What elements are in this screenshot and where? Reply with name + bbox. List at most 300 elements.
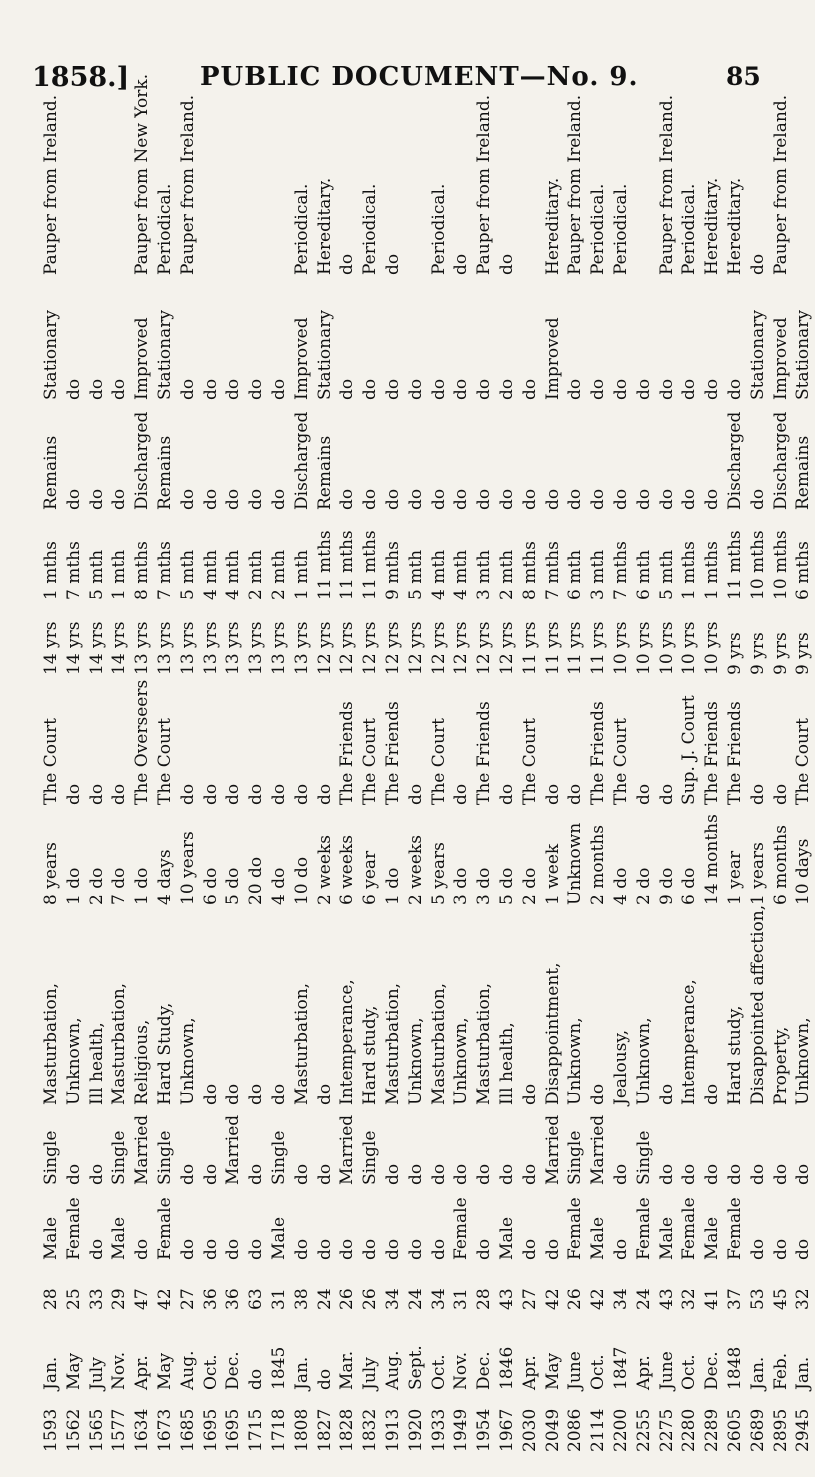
cell-cause: Masturbation, xyxy=(109,982,130,1105)
cell-cause: Masturbation, xyxy=(474,982,495,1105)
cell-by: The Friends xyxy=(474,701,495,805)
column-state xyxy=(40,295,814,400)
cell-civil: do xyxy=(747,1163,768,1185)
cell-res: do xyxy=(656,488,677,510)
cell-no: 2049 xyxy=(542,1408,563,1452)
cell-res: Discharged xyxy=(770,411,791,510)
cell-state: do xyxy=(200,378,221,400)
cell-sex: Male xyxy=(268,1216,289,1260)
cell-cause: do xyxy=(268,1083,289,1105)
cell-civil: do xyxy=(519,1163,540,1185)
cell-res: Remains xyxy=(41,435,61,510)
cell-time: 9 mths xyxy=(382,541,403,600)
cell-res: do xyxy=(747,488,768,510)
cell-date: June xyxy=(656,1351,677,1390)
cell-civil: Single xyxy=(109,1130,130,1185)
cell-time: 6 mth xyxy=(565,549,586,600)
cell-time: 11 mths xyxy=(337,530,358,600)
cell-state: do xyxy=(405,378,426,400)
cell-civil: do xyxy=(724,1163,745,1185)
cell-n: 28 xyxy=(474,1288,495,1310)
cell-cause: Religious, xyxy=(132,1019,153,1105)
cell-date: 1845 xyxy=(268,1346,289,1390)
cell-age: 10 yrs xyxy=(702,621,723,675)
cell-by: do xyxy=(451,783,472,805)
cell-by: do xyxy=(747,783,768,805)
cell-date: Apr. xyxy=(633,1355,654,1390)
cell-n: 33 xyxy=(86,1288,107,1310)
cell-res: do xyxy=(428,488,449,510)
cell-date: Jan. xyxy=(291,1356,312,1390)
cell-n: 26 xyxy=(337,1288,358,1310)
column-sex xyxy=(40,1190,814,1260)
cell-sex: Female xyxy=(633,1197,654,1260)
cell-sex: do xyxy=(314,1238,335,1260)
cell-civil: do xyxy=(656,1163,677,1185)
cell-civil: do xyxy=(474,1163,495,1185)
cell-res: do xyxy=(542,488,563,510)
cell-age: 11 yrs xyxy=(588,621,609,675)
cell-date: 1848 xyxy=(724,1346,745,1390)
cell-sex: do xyxy=(793,1238,814,1260)
cell-rem: Pauper from Ireland. xyxy=(177,94,198,275)
column-cause xyxy=(40,904,814,1105)
cell-time: 3 mth xyxy=(588,549,609,600)
cell-time: 1 mths xyxy=(702,541,723,600)
cell-dur: 5 years xyxy=(428,842,449,905)
cell-dur: 2 do xyxy=(86,867,107,905)
cell-no: 2275 xyxy=(656,1408,677,1452)
cell-rem: Periodical. xyxy=(588,183,609,275)
cell-no: 1673 xyxy=(154,1408,175,1452)
cell-dur: 4 do xyxy=(610,867,631,905)
cell-state: do xyxy=(474,378,495,400)
cell-age: 10 yrs xyxy=(633,621,654,675)
cell-rem: Hereditary. xyxy=(314,177,335,275)
cell-time: 6 mths xyxy=(793,541,814,600)
cell-time: 5 mth xyxy=(656,549,677,600)
cell-time: 1 mths xyxy=(679,541,700,600)
cell-time: 5 mth xyxy=(405,549,426,600)
cell-rem: Pauper from Ireland. xyxy=(474,94,495,275)
cell-civil: do xyxy=(679,1163,700,1185)
cell-civil: do xyxy=(405,1163,426,1185)
cell-rem xyxy=(268,115,291,275)
column-time-in-hospital-months xyxy=(40,515,814,600)
cell-cause: Jealousy, xyxy=(610,1029,631,1105)
cell-age: 11 yrs xyxy=(519,621,540,675)
cell-age: 13 yrs xyxy=(223,621,244,675)
cell-date: Nov. xyxy=(451,1351,472,1390)
cell-res: do xyxy=(588,488,609,510)
cell-cause: Unknown, xyxy=(565,1017,586,1105)
cell-no: 1685 xyxy=(177,1408,198,1452)
cell-rem: Pauper from Ireland. xyxy=(770,94,791,275)
cell-date: Oct. xyxy=(428,1354,449,1390)
cell-time: 5 mth xyxy=(86,549,107,600)
cell-rem xyxy=(86,115,109,275)
cell-res: do xyxy=(633,488,654,510)
cell-no: 2689 xyxy=(747,1408,768,1452)
cell-age: 14 yrs xyxy=(41,621,61,675)
cell-civil: do xyxy=(291,1163,312,1185)
cell-n: 34 xyxy=(428,1288,449,1310)
cell-sex: do xyxy=(337,1238,358,1260)
cell-no: 1949 xyxy=(451,1408,472,1452)
cell-cause: Ill health, xyxy=(86,1022,107,1105)
cell-date: Mar. xyxy=(337,1350,358,1390)
cell-civil: Married xyxy=(542,1114,563,1185)
cell-no: 1593 xyxy=(41,1408,61,1452)
cell-n: 36 xyxy=(223,1288,244,1310)
cell-rem xyxy=(519,115,542,275)
cell-sex: do xyxy=(405,1238,426,1260)
cell-rem: do xyxy=(382,253,403,275)
cell-state: do xyxy=(337,378,358,400)
column-result xyxy=(40,405,814,510)
cell-rem: Periodical. xyxy=(360,183,381,275)
cell-no: 1967 xyxy=(496,1408,517,1452)
cell-cause: do xyxy=(588,1083,609,1105)
cell-sex: Female xyxy=(565,1197,586,1260)
header-page-number: 85 xyxy=(726,62,761,91)
cell-res: Discharged xyxy=(132,411,153,510)
cell-time: 1 mths xyxy=(41,541,61,600)
cell-by: The Overseers xyxy=(132,679,153,805)
cell-date: Aug. xyxy=(177,1350,198,1390)
cell-date: Oct. xyxy=(588,1354,609,1390)
header-title: PUBLIC DOCUMENT—No. 9. xyxy=(200,62,639,92)
cell-cause: Masturbation, xyxy=(428,982,449,1105)
cell-n: 36 xyxy=(200,1288,221,1310)
cell-civil: do xyxy=(702,1163,723,1185)
cell-by: do xyxy=(542,783,563,805)
cell-res: do xyxy=(63,488,84,510)
cell-n: 32 xyxy=(793,1288,814,1310)
cell-state: Improved xyxy=(542,317,563,400)
cell-by: do xyxy=(633,783,654,805)
cell-time: 1 mth xyxy=(291,549,312,600)
cell-rem: do xyxy=(496,253,517,275)
cell-n: 26 xyxy=(565,1288,586,1310)
cell-cause: Unknown, xyxy=(633,1017,654,1105)
cell-by: do xyxy=(223,783,244,805)
cell-date: July xyxy=(86,1357,107,1390)
cell-no: 1695 xyxy=(223,1408,244,1452)
cell-res: do xyxy=(382,488,403,510)
cell-civil: do xyxy=(86,1163,107,1185)
cell-res: Remains xyxy=(314,435,335,510)
cell-age: 13 yrs xyxy=(268,621,289,675)
cell-n: 42 xyxy=(542,1288,563,1310)
cell-no: 2289 xyxy=(702,1408,723,1452)
cell-time: 11 mths xyxy=(314,530,335,600)
cell-n: 43 xyxy=(496,1288,517,1310)
cell-cause: Unknown, xyxy=(177,1017,198,1105)
cell-time: 4 mth xyxy=(223,549,244,600)
cell-state: do xyxy=(268,378,289,400)
cell-by: The Court xyxy=(428,718,449,805)
cell-sex: Female xyxy=(451,1197,472,1260)
cell-no: 1718 xyxy=(268,1408,289,1452)
cell-res: do xyxy=(337,488,358,510)
cell-civil: Single xyxy=(154,1130,175,1185)
cell-age: 13 yrs xyxy=(246,621,267,675)
cell-rem xyxy=(633,115,656,275)
cell-age: 12 yrs xyxy=(360,621,381,675)
cell-civil: do xyxy=(428,1163,449,1185)
cell-sex: Female xyxy=(724,1197,745,1260)
cell-sex: do xyxy=(200,1238,221,1260)
cell-state: do xyxy=(679,378,700,400)
cell-state: do xyxy=(63,378,84,400)
cell-sex: do xyxy=(519,1238,540,1260)
cell-res: do xyxy=(702,488,723,510)
cell-date: Dec. xyxy=(223,1351,244,1390)
cell-by: do xyxy=(63,783,84,805)
cell-cause: Masturbation, xyxy=(291,982,312,1105)
cell-state: Improved xyxy=(291,317,312,400)
cell-no: 1634 xyxy=(132,1408,153,1452)
cell-no: 2280 xyxy=(679,1408,700,1452)
cell-dur: 9 do xyxy=(656,867,677,905)
cell-civil: Married xyxy=(223,1114,244,1185)
cell-date: Jan. xyxy=(747,1356,768,1390)
cell-civil: Single xyxy=(41,1130,61,1185)
cell-no: 1562 xyxy=(63,1408,84,1452)
cell-sex: Male xyxy=(656,1216,677,1260)
cell-cause: Masturbation, xyxy=(41,982,61,1105)
cell-state: Stationary xyxy=(747,310,768,400)
cell-n: 34 xyxy=(382,1288,403,1310)
cell-n: 26 xyxy=(360,1288,381,1310)
cell-no: 1920 xyxy=(405,1408,426,1452)
column-committed-by xyxy=(40,679,814,805)
cell-date: Sept. xyxy=(405,1345,426,1390)
cell-res: do xyxy=(565,488,586,510)
cell-rem xyxy=(792,115,815,275)
cell-rem xyxy=(245,115,268,275)
cell-dur: 4 days xyxy=(154,849,175,905)
cell-rem: Periodical. xyxy=(679,183,700,275)
cell-time: 5 mth xyxy=(177,549,198,600)
cell-sex: Male xyxy=(496,1216,517,1260)
cell-n: 27 xyxy=(519,1288,540,1310)
cell-by: The Friends xyxy=(337,701,358,805)
cell-dur: 1 years xyxy=(747,842,768,905)
cell-state: do xyxy=(246,378,267,400)
cell-cause: Hard study, xyxy=(724,1005,745,1105)
cell-age: 12 yrs xyxy=(474,621,495,675)
cell-dur: 20 do xyxy=(246,856,267,905)
cell-rem xyxy=(108,115,131,275)
cell-date: Dec. xyxy=(474,1351,495,1390)
cell-date: 1846 xyxy=(496,1346,517,1390)
cell-no: 2945 xyxy=(793,1408,814,1452)
cell-no: 1715 xyxy=(246,1408,267,1452)
cell-n: 27 xyxy=(177,1288,198,1310)
cell-age: 13 yrs xyxy=(291,621,312,675)
cell-date: do xyxy=(246,1368,267,1390)
cell-civil: do xyxy=(177,1163,198,1185)
cell-no: 2605 xyxy=(724,1408,745,1452)
cell-age: 14 yrs xyxy=(63,621,84,675)
cell-sex: Male xyxy=(702,1216,723,1260)
cell-sex: Female xyxy=(679,1197,700,1260)
cell-dur: 10 years xyxy=(177,831,198,905)
cell-rem: Periodical. xyxy=(291,183,312,275)
cell-no: 1565 xyxy=(86,1408,107,1452)
cell-sex: Male xyxy=(41,1216,61,1260)
cell-n: 31 xyxy=(451,1288,472,1310)
cell-dur: 4 do xyxy=(268,867,289,905)
cell-rem: Pauper from Ireland. xyxy=(565,94,586,275)
cell-rem: do xyxy=(747,253,768,275)
cell-res: do xyxy=(268,488,289,510)
cell-by: do xyxy=(177,783,198,805)
cell-no: 1832 xyxy=(360,1408,381,1452)
cell-by: do xyxy=(200,783,221,805)
cell-age: 9 yrs xyxy=(724,632,745,675)
cell-no: 1827 xyxy=(314,1408,335,1452)
cell-res: do xyxy=(109,488,130,510)
cell-no: 1695 xyxy=(200,1408,221,1452)
cell-cause: do xyxy=(246,1083,267,1105)
cell-dur: 1 week xyxy=(542,843,563,905)
cell-by: do xyxy=(291,783,312,805)
cell-by: The Friends xyxy=(724,701,745,805)
cell-sex: do xyxy=(360,1238,381,1260)
cell-by: Sup. J. Court xyxy=(679,695,700,805)
cell-rem: Pauper from Ireland. xyxy=(41,94,61,275)
cell-state: Improved xyxy=(132,317,153,400)
cell-cause: Unknown, xyxy=(793,1017,814,1105)
cell-rem xyxy=(222,115,245,275)
cell-dur: 2 weeks xyxy=(314,835,335,905)
cell-by: do xyxy=(314,783,335,805)
cell-no: 2255 xyxy=(633,1408,654,1452)
cell-no: 1828 xyxy=(337,1408,358,1452)
cell-state: do xyxy=(656,378,677,400)
cell-n: 37 xyxy=(724,1288,745,1310)
cell-dur: 8 years xyxy=(41,842,61,905)
cell-civil: do xyxy=(200,1163,221,1185)
cell-civil: do xyxy=(63,1163,84,1185)
cell-state: do xyxy=(588,378,609,400)
cell-n: 45 xyxy=(770,1288,791,1310)
cell-civil: do xyxy=(246,1163,267,1185)
cell-by: The Court xyxy=(610,718,631,805)
cell-date: Dec. xyxy=(702,1351,723,1390)
cell-date: Apr. xyxy=(132,1355,153,1390)
cell-by: The Court xyxy=(360,718,381,805)
cell-rem: Pauper from Ireland. xyxy=(656,94,677,275)
cell-age: 12 yrs xyxy=(337,621,358,675)
cell-cause: Hard study, xyxy=(360,1005,381,1105)
cell-dur: 1 year xyxy=(724,850,745,905)
cell-cause: Intemperance, xyxy=(679,979,700,1105)
cell-res: do xyxy=(451,488,472,510)
cell-dur: 6 do xyxy=(200,867,221,905)
cell-age: 14 yrs xyxy=(86,621,107,675)
cell-state: do xyxy=(382,378,403,400)
cell-time: 3 mth xyxy=(474,549,495,600)
cell-cause: Ill health, xyxy=(496,1022,517,1105)
cell-rem: Periodical. xyxy=(610,183,631,275)
cell-rem xyxy=(405,115,428,275)
column-age-at-admission xyxy=(40,1270,814,1310)
cell-date: July xyxy=(360,1357,381,1390)
cell-age: 12 yrs xyxy=(382,621,403,675)
cell-res: Discharged xyxy=(724,411,745,510)
cell-civil: do xyxy=(496,1163,517,1185)
cell-state: do xyxy=(565,378,586,400)
cell-time: 7 mths xyxy=(63,541,84,600)
cell-age: 12 yrs xyxy=(451,621,472,675)
cell-no: 1808 xyxy=(291,1408,312,1452)
cell-rem: do xyxy=(337,253,358,275)
cell-rem: Periodical. xyxy=(428,183,449,275)
cell-cause: Disappointment, xyxy=(542,962,563,1105)
cell-cause: do xyxy=(314,1083,335,1105)
cell-no: 1577 xyxy=(109,1408,130,1452)
cell-rem: Periodical. xyxy=(154,183,175,275)
cell-dur: 6 weeks xyxy=(337,835,358,905)
cell-res: do xyxy=(405,488,426,510)
cell-n: 63 xyxy=(246,1288,267,1310)
cell-cause: do xyxy=(656,1083,677,1105)
cell-date: Jan. xyxy=(793,1356,814,1390)
cell-time: 2 mth xyxy=(246,549,267,600)
column-duration xyxy=(40,810,814,905)
cell-civil: do xyxy=(610,1163,631,1185)
cell-state: do xyxy=(519,378,540,400)
cell-n: 43 xyxy=(656,1288,677,1310)
cell-sex: do xyxy=(428,1238,449,1260)
cell-time: 7 mths xyxy=(542,541,563,600)
cell-sex: Female xyxy=(154,1197,175,1260)
cell-age: 13 yrs xyxy=(200,621,221,675)
cell-dur: 10 do xyxy=(291,856,312,905)
cell-by: do xyxy=(496,783,517,805)
column-date xyxy=(40,1315,814,1390)
cell-n: 34 xyxy=(610,1288,631,1310)
cell-age: 10 yrs xyxy=(656,621,677,675)
cell-by: do xyxy=(246,783,267,805)
cell-cause: do xyxy=(519,1083,540,1105)
cell-sex: do xyxy=(747,1238,768,1260)
cell-by: do xyxy=(268,783,289,805)
cell-age: 10 yrs xyxy=(610,621,631,675)
cell-civil: Single xyxy=(565,1130,586,1185)
cell-dur: 2 months xyxy=(588,824,609,905)
cell-age: 12 yrs xyxy=(405,621,426,675)
cell-res: do xyxy=(519,488,540,510)
cell-time: 4 mth xyxy=(200,549,221,600)
cell-civil: Single xyxy=(633,1130,654,1185)
cell-sex: do xyxy=(177,1238,198,1260)
cell-by: The Court xyxy=(519,718,540,805)
cell-dur: Unknown xyxy=(565,822,586,905)
cell-cause: Hard Study, xyxy=(154,1002,175,1105)
cell-dur: 7 do xyxy=(109,867,130,905)
cell-n: 24 xyxy=(405,1288,426,1310)
page-header xyxy=(0,62,801,102)
cell-dur: 3 do xyxy=(474,867,495,905)
cell-res: do xyxy=(86,488,107,510)
cell-res: do xyxy=(679,488,700,510)
cell-cause: Intemperance, xyxy=(337,979,358,1105)
